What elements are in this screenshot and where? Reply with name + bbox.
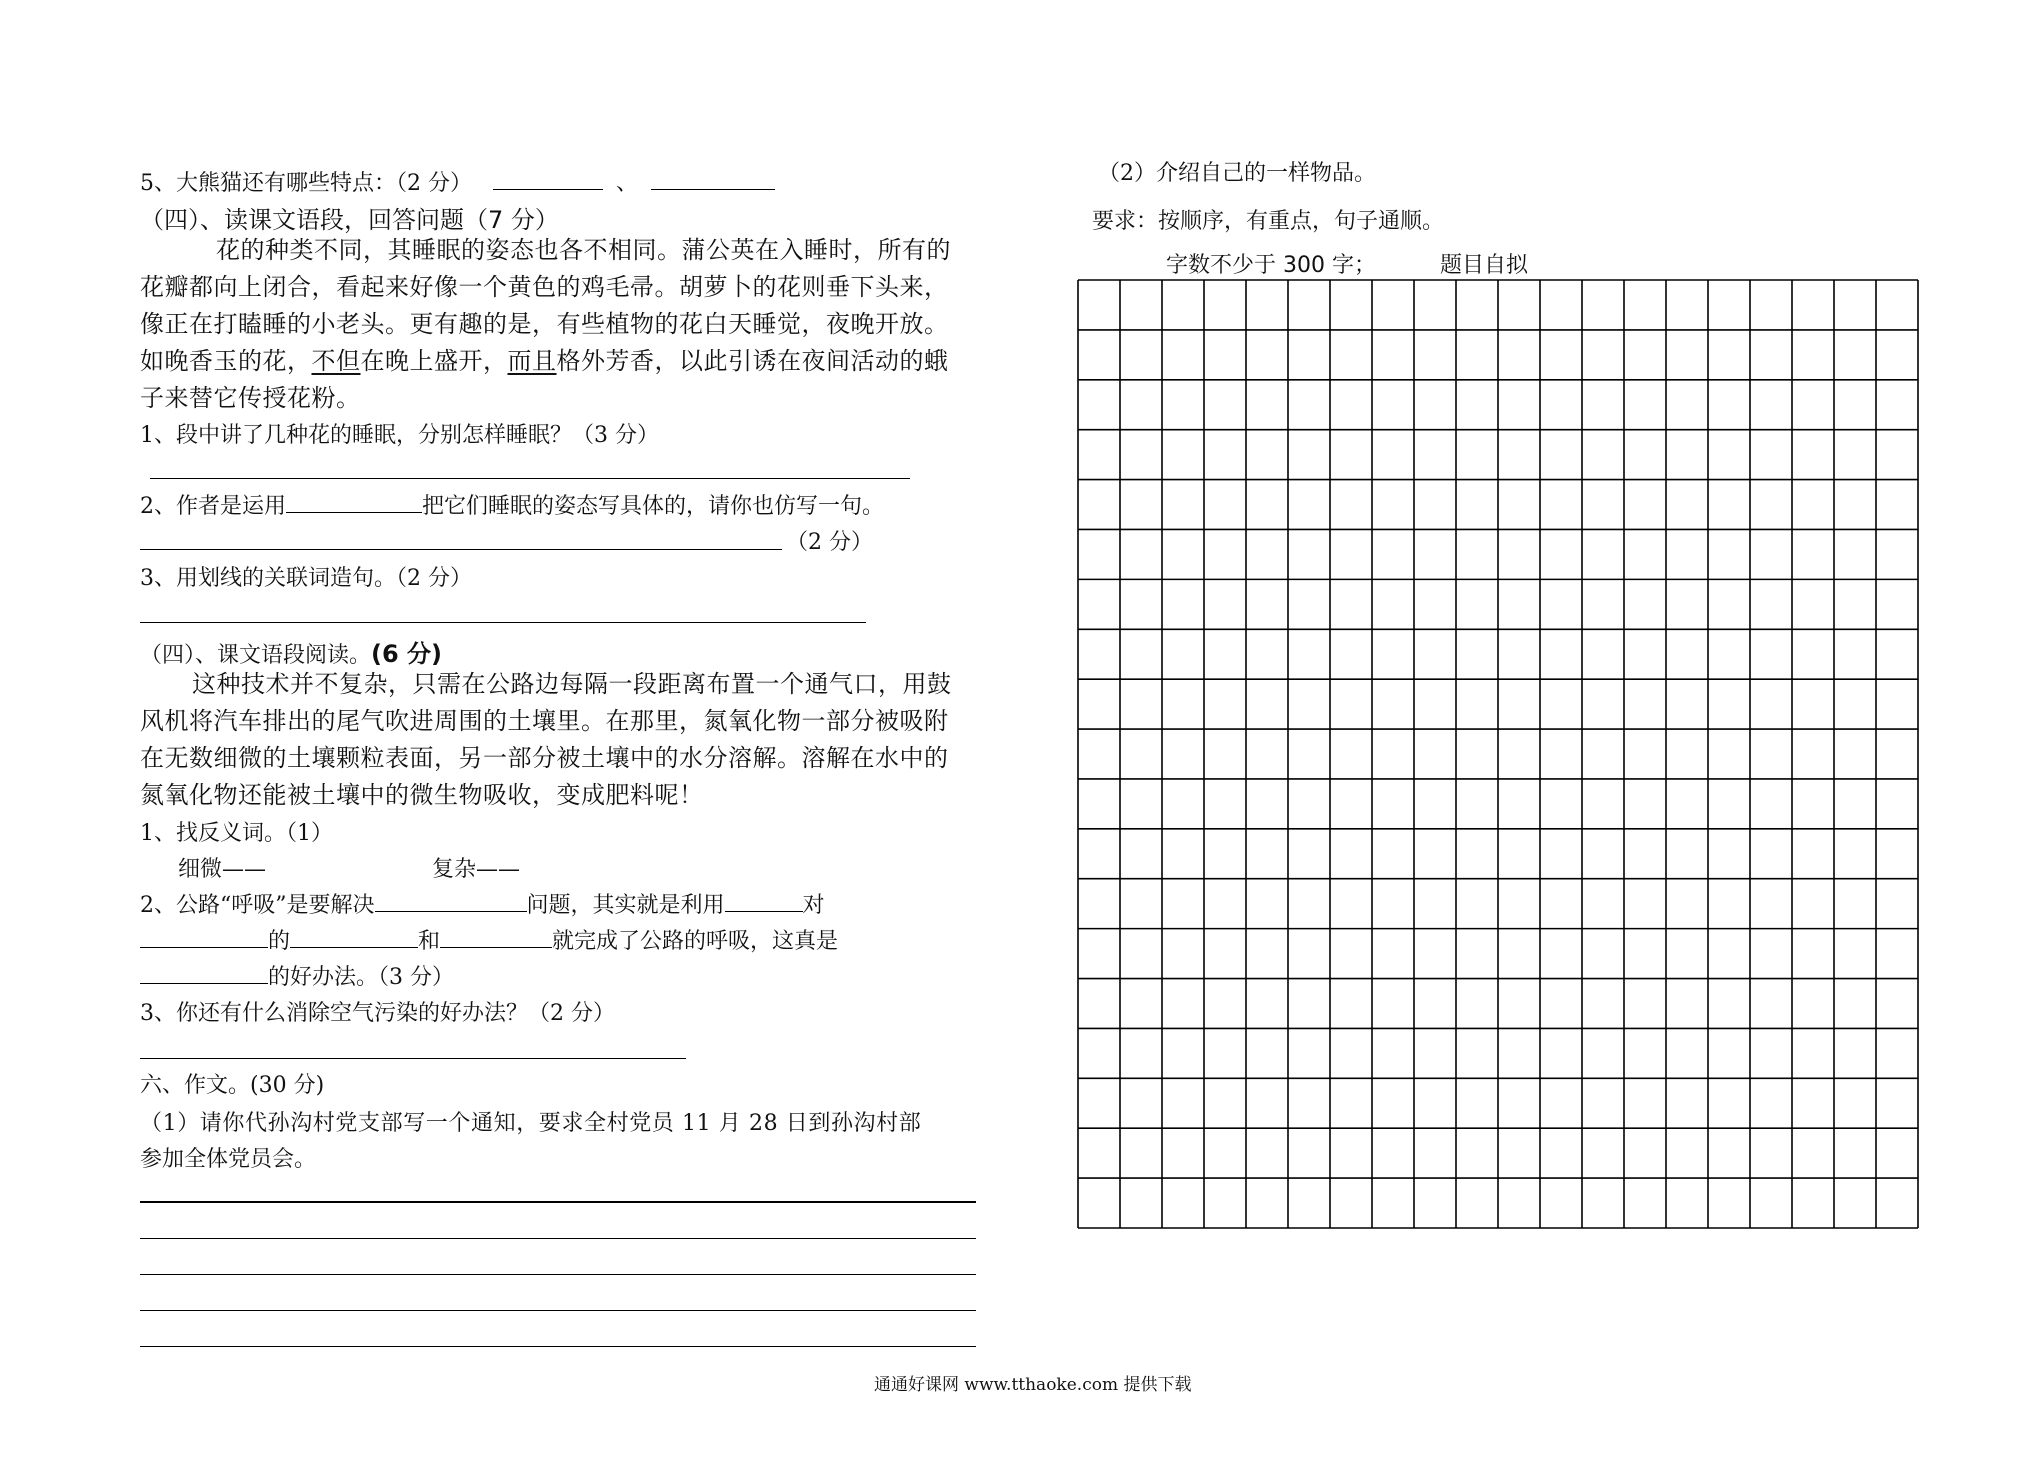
- passage-text: 如晚香玉的花，: [140, 347, 312, 375]
- answer-blank[interactable]: [290, 925, 418, 948]
- question-5: [140, 166, 775, 197]
- passage-line: 氮氧化物还能被土壤中的微生物吸收，变成肥料呢！: [140, 781, 704, 809]
- passage-text: 在晚上盛开，: [360, 347, 508, 375]
- passage-line: 花的种类不同，其睡眠的姿态也各不相同。蒲公英在入睡时，所有的: [216, 236, 951, 264]
- word-count-note: 字数不少于 300 字；: [1166, 253, 1376, 278]
- passage-line: 像正在打瞌睡的小老头。更有趣的是，有些植物的花白天睡觉，夜晚开放。: [140, 310, 949, 338]
- passage-line: 子来替它传授花粉。: [140, 384, 361, 412]
- essay-1-prompt-line2: 参加全体党员会。: [140, 1147, 317, 1172]
- answer-line[interactable]: [140, 549, 782, 550]
- passage-text: 格外芳香，以此引诱在夜间活动的蛾: [556, 347, 949, 375]
- passage-line: 风机将汽车排出的尾气吹进周围的土壤里。在那里，氮氧化物一部分被吸附: [140, 707, 949, 735]
- passage-road: [140, 666, 980, 814]
- answer-blank[interactable]: [375, 889, 527, 912]
- answer-blank[interactable]: [725, 889, 803, 912]
- q-text: 2、作者是运用: [140, 494, 286, 519]
- passage-line: 这种技术并不复杂，只需在公路边每隔一段距离布置一个通气口，用鼓: [192, 670, 952, 698]
- p2-question-2-line3: [140, 960, 454, 991]
- answer-blank[interactable]: [440, 925, 552, 948]
- q-text: 问题，其实就是利用: [526, 893, 725, 918]
- answer-blank[interactable]: [651, 167, 775, 190]
- essay-2-requirement: 要求：按顺序，有重点，句子通顺。: [1092, 209, 1445, 234]
- answer-line[interactable]: [140, 1058, 686, 1059]
- essay-1-prompt-line1: （1）请你代孙沟村党支部写一个通知，要求全村党员 11 月 28 日到孙沟村部: [140, 1111, 922, 1136]
- q-text: 的好办法。（3 分）: [268, 965, 454, 990]
- p1-question-2: [140, 489, 884, 520]
- writing-line[interactable]: [140, 1310, 976, 1311]
- section-4a-title: （四）、读课文语段，回答问题（7 分）: [140, 206, 559, 234]
- p2-question-1: 1、找反义词。（1）: [140, 821, 333, 846]
- p2-question-2-line2: [140, 924, 838, 955]
- answer-blank[interactable]: [286, 490, 422, 513]
- passage-line: 在无数细微的土壤颗粒表面，另一部分被土壤中的水分溶解。溶解在水中的: [140, 744, 949, 772]
- composition-grid[interactable]: [1077, 279, 1919, 1229]
- p2-question-2-line1: [140, 888, 825, 919]
- p2-question-3: 3、你还有什么消除空气污染的好办法？（2 分）: [140, 1001, 615, 1026]
- underlined-conjunction: 不但: [311, 347, 361, 375]
- q5-label: 5、大熊猫还有哪些特点：（2 分）: [140, 171, 472, 196]
- q-text: 对: [802, 893, 825, 918]
- p1-question-1: 1、段中讲了几种花的睡眠，分别怎样睡眠？（3 分）: [140, 423, 659, 448]
- title-note: 题目自拟: [1440, 253, 1529, 278]
- q-text: 2、公路“呼吸”是要解决: [140, 893, 375, 918]
- antonym-2: 复杂——: [432, 857, 521, 882]
- answer-line[interactable]: [150, 478, 910, 479]
- answer-line[interactable]: [140, 622, 866, 623]
- passage-line: [140, 343, 980, 380]
- q-text: 的: [268, 929, 291, 954]
- writing-line[interactable]: [140, 1238, 976, 1239]
- footer-credit: 通通好课网 www.tthaoke.com 提供下载: [874, 1375, 1192, 1395]
- antonym-1: 细微——: [178, 857, 267, 882]
- underlined-conjunction: 而且: [507, 347, 557, 375]
- answer-blank[interactable]: [140, 925, 268, 948]
- section-score: (6 分): [371, 640, 443, 668]
- writing-line[interactable]: [140, 1201, 976, 1203]
- answer-blank[interactable]: [493, 167, 603, 190]
- q5-separator: 、: [616, 171, 639, 196]
- passage-flowers: [140, 232, 980, 417]
- section-title-text: （四）、课文语段阅读。: [140, 643, 372, 668]
- answer-blank[interactable]: [140, 961, 268, 984]
- p1-question-3: 3、用划线的关联词造句。（2 分）: [140, 566, 472, 591]
- writing-line[interactable]: [140, 1346, 976, 1347]
- section-6-title: 六、作文。(30 分): [140, 1073, 325, 1098]
- passage-line: 花瓣都向上闭合，看起来好像一个黄色的鸡毛帚。胡萝卜的花则垂下头来，: [140, 273, 949, 301]
- essay-2-title: （2）介绍自己的一样物品。: [1098, 161, 1376, 186]
- section-4b-title: [140, 634, 442, 669]
- q-text: 和: [418, 929, 441, 954]
- q-text: 把它们睡眠的姿态写具体的，请你也仿写一句。: [422, 494, 885, 519]
- score-note: （2 分）: [786, 530, 873, 555]
- q-text: 就完成了公路的呼吸，这真是: [552, 929, 839, 954]
- writing-line[interactable]: [140, 1274, 976, 1275]
